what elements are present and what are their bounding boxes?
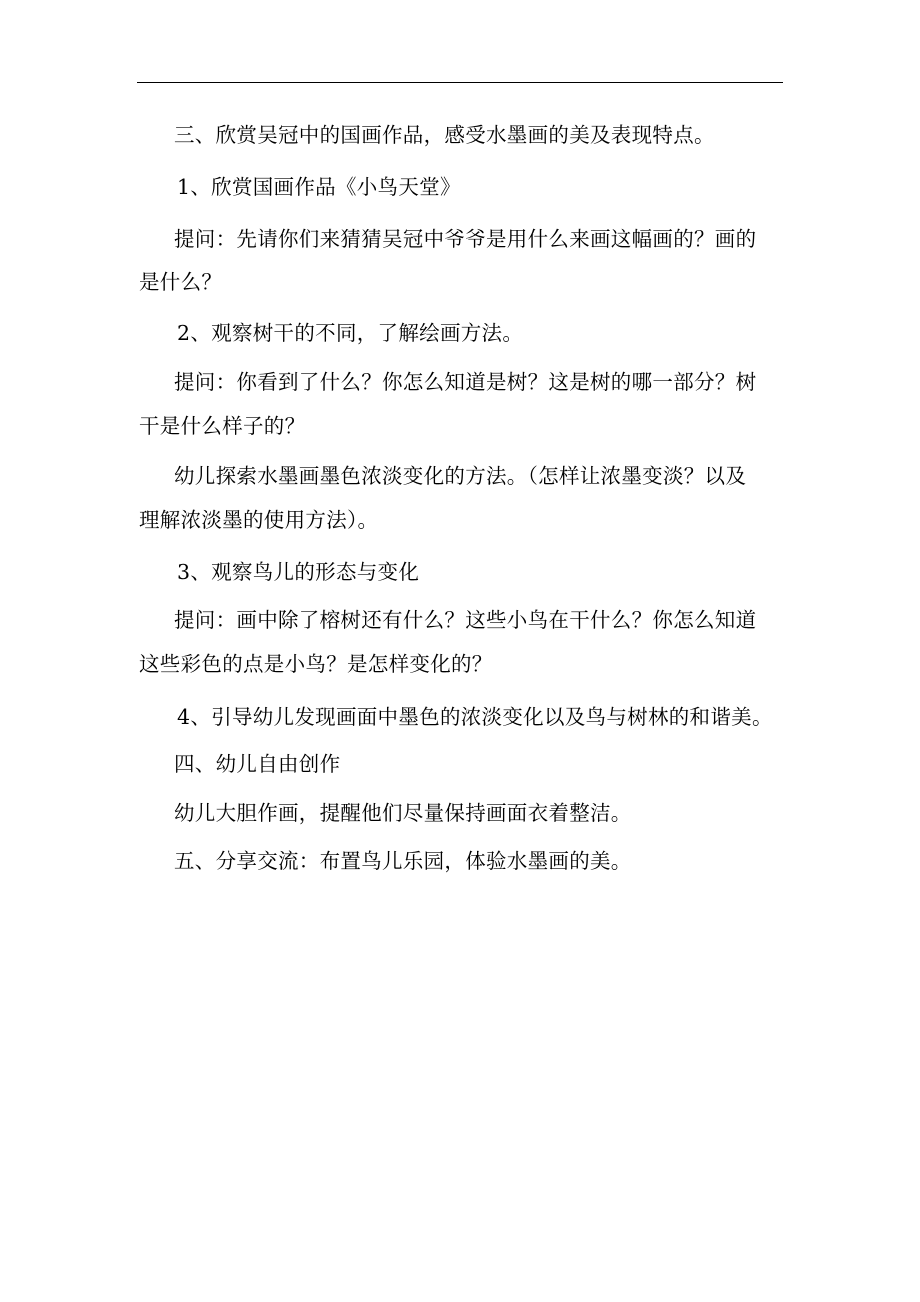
section-four-heading: 四、幼儿自由创作 <box>174 752 341 776</box>
step-2-title: 2、观察树干的不同，了解绘画方法。 <box>177 321 524 345</box>
question-3-line-1: 提问：画中除了榕树还有什么？这些小鸟在干什么？你怎么知道 <box>174 608 757 632</box>
question-1-line-2: 是什么？ <box>139 270 223 294</box>
section-four-body: 幼儿大胆作画，提醒他们尽量保持画面衣着整洁。 <box>174 801 632 825</box>
exploration-line-1: 幼儿探索水墨画墨色浓淡变化的方法。（怎样让浓墨变淡？以及 <box>174 464 747 488</box>
question-2-line-1: 提问：你看到了什么？你怎么知道是树？这是树的哪一部分？树 <box>174 370 757 394</box>
question-2-line-2: 干是什么样子的？ <box>139 414 306 438</box>
step-3-title: 3、观察鸟儿的形态与变化 <box>177 560 420 584</box>
exploration-line-2: 理解浓淡墨的使用方法）。 <box>139 508 379 532</box>
section-five-heading: 五、分享交流：布置鸟儿乐园，体验水墨画的美。 <box>174 849 632 873</box>
question-1-line-1: 提问：先请你们来猜猜吴冠中爷爷是用什么来画这幅画的？画的 <box>174 227 757 251</box>
section-three-heading: 三、欣赏吴冠中的国画作品，感受水墨画的美及表现特点。 <box>174 123 715 147</box>
step-1-title: 1、欣赏国画作品《小鸟天堂》 <box>177 175 461 199</box>
step-4-title: 4、引导幼儿发现画面中墨色的浓淡变化以及鸟与树林的和谐美。 <box>177 705 773 729</box>
question-3-line-2: 这些彩色的点是小鸟？是怎样变化的？ <box>139 652 493 676</box>
header-rule <box>137 82 783 83</box>
